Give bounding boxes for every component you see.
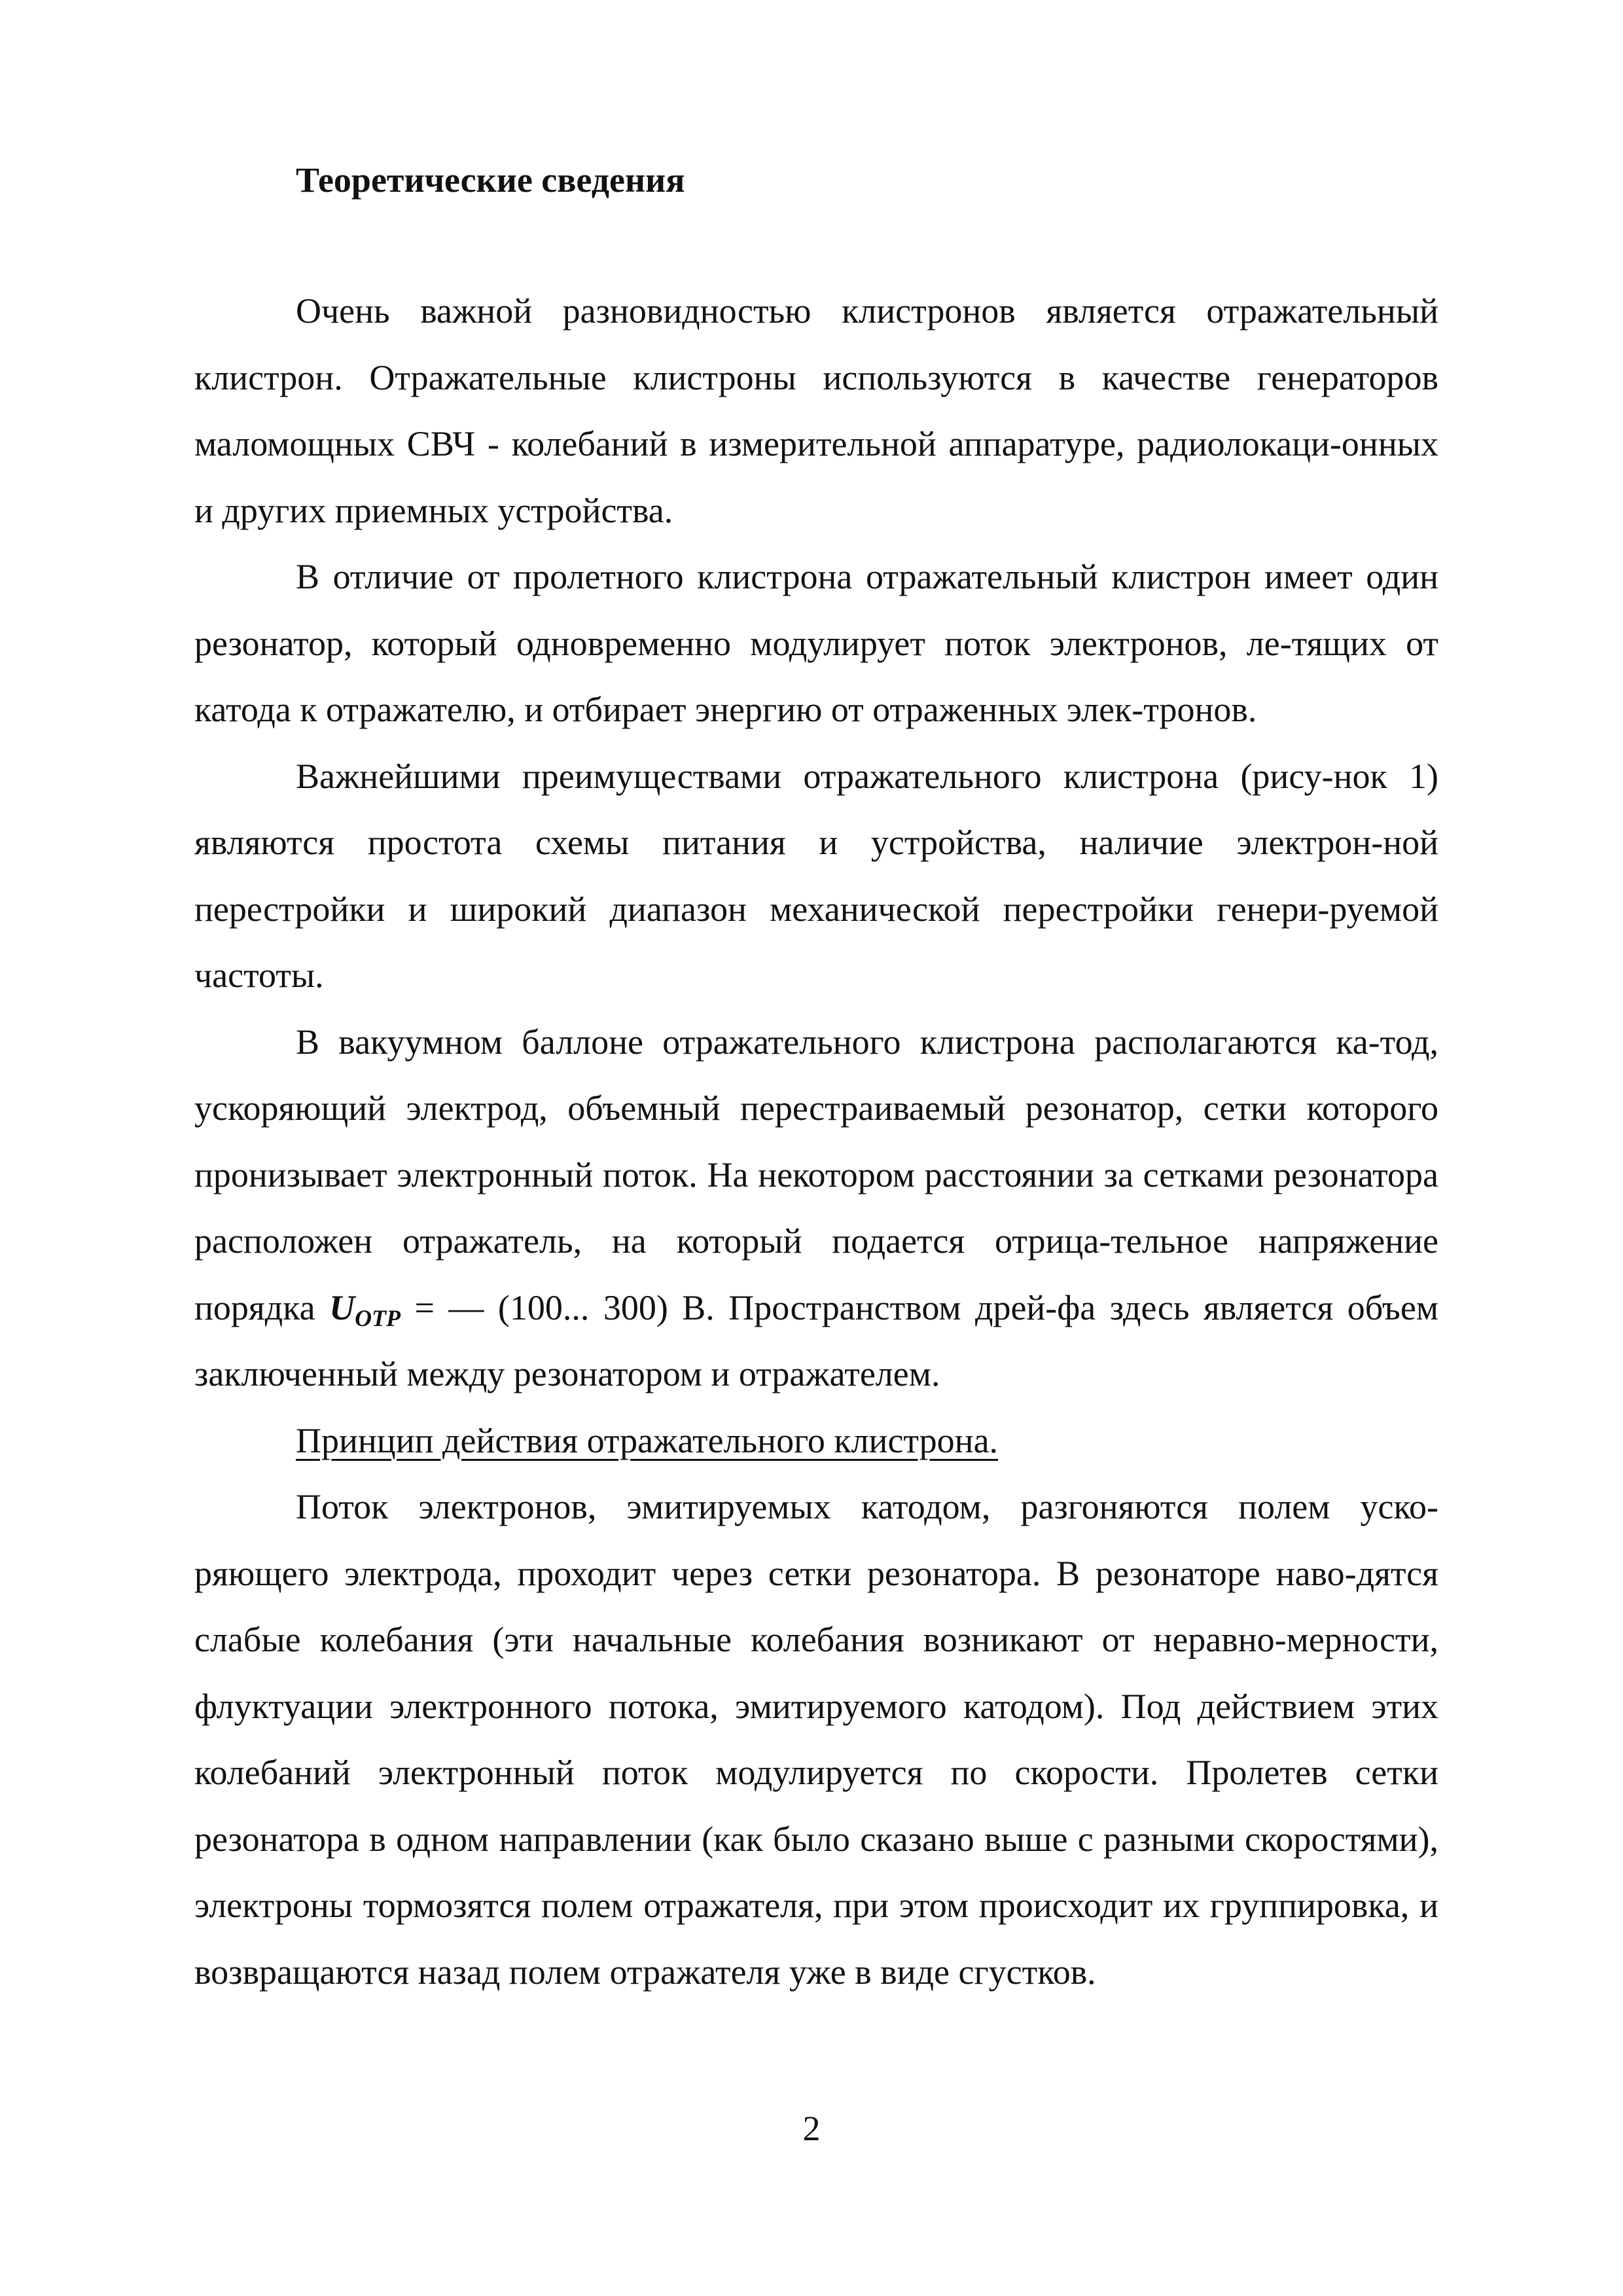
paragraph-5: Поток электронов, эмитируемых катодом, разгоняются полем уско-ряющего электрода, проходит через сетки резонатора. В резонаторе наво-дятся слабые колебания (эти начальные колебания возникают от неравно-мерности, флуктуации электронного потока, эмитируемого катодом). Под действием этих колебаний электронный поток модулируется по скорости. Пролетев сетки резонатора в одном направлении (как было сказано выше с разными скоростями), электроны тормозятся полем отражателя, при этом происходит их группировка, и возвращаются назад полем отражателя уже в виде сгустков.: [194, 1487, 1438, 1992]
text-body: [194, 147, 1438, 2005]
paragraph-3: Важнейшими преимуществами отражательного клистрона (рису-нок 1) являются простота схемы питания и устройства, наличие электрон-ной перестройки и широкий диапазон механической перестройки генери-руемой частоты.: [194, 756, 1438, 995]
paragraph-4-text-start: В вакуумном баллоне отражательного клистрона располагаются ка-тод, ускоряющий электрод, объемный перестраиваемый резонатор, сетки которого пронизывает электронный поток. На некотором расстоянии за сетками резонатора расположен отражатель, на который подается отрица-тельное напряжение порядка: [194, 1022, 1438, 1327]
paragraph-1: Очень важной разновидностью клистронов является отражательный клистрон. Отражательные клистроны используются в качестве генераторов маломощных СВЧ - колебаний в измерительной аппаратуре, радиолокаци-онных и других приемных устройства.: [194, 291, 1438, 530]
paragraph-4-text-end: = — (100... 300) В. Пространством дрей-фа здесь является объем заключенный между резонатором и отражателем.: [194, 1287, 1438, 1393]
section-heading: Теоретические сведения: [296, 160, 685, 200]
reflector-voltage-symbol: [329, 1287, 401, 1331]
paragraph-2: В отличие от пролетного клистрона отражательный клистрон имеет один резонатор, который одновременно модулирует поток электронов, ле-тящих от катода к отражателю, и отбирает энергию от отраженных элек-тронов.: [194, 557, 1438, 729]
voltage-subscript: ОТР: [355, 1304, 401, 1331]
subsection-title: Принцип действия отражательного клистрона.: [296, 1420, 999, 1460]
page-number: 2: [802, 2109, 821, 2148]
voltage-letter: U: [329, 1287, 355, 1327]
paragraph-4: [194, 1009, 1438, 1408]
